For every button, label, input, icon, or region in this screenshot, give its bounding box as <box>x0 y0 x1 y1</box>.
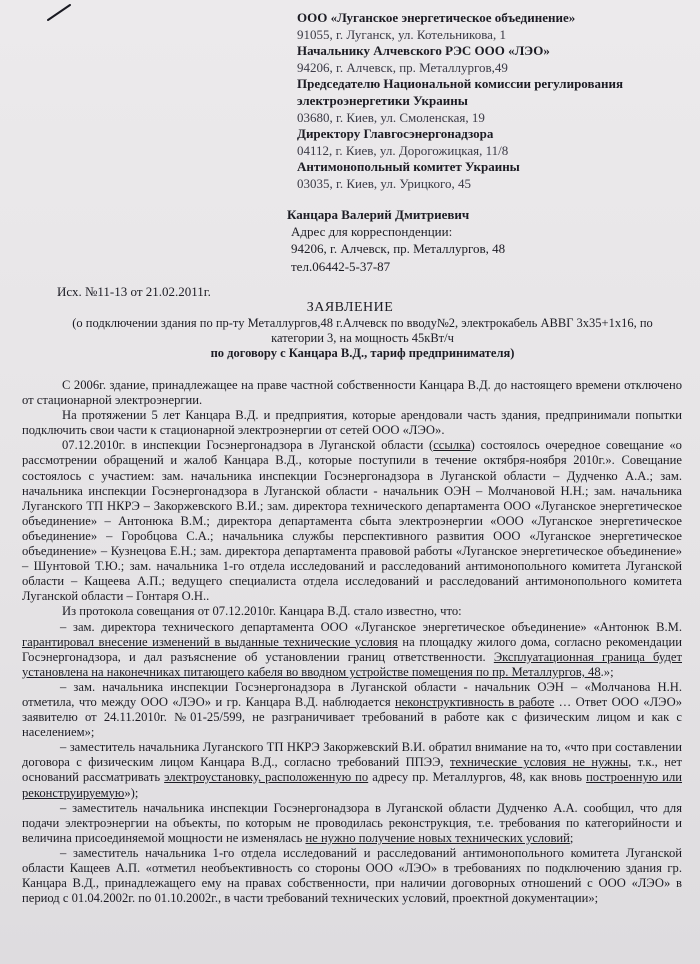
paragraph: С 2006г. здание, принадлежащее на праве частной собственности Канцара В.Д. до настоящего времени отключено от стационарной электроэнергии. <box>22 378 682 408</box>
subtitle-line-bold: по договору с Канцара В.Д., тариф предпринимателя) <box>210 346 515 360</box>
sender-name: Канцара Валерий Дмитриевич <box>287 207 470 222</box>
addressee-address: 91055, г. Луганск, ул. Котельникова, 1 <box>297 26 506 42</box>
list-item <box>22 740 682 800</box>
underlined-text: электроустановку, расположенную по <box>164 770 369 785</box>
link-reference[interactable]: ссылка <box>433 438 471 453</box>
underlined-text: Эксплуатационная граница будет установлена на наконечниках питающего кабеля во вводном устройстве помещения по пр. Металлургов, 48 <box>22 649 682 679</box>
addressee-address: 03680, г. Киев, ул. Смоленская, 19 <box>297 109 485 125</box>
underlined-text: построенную или реконструируемую <box>22 770 682 800</box>
addressee-name: Директору Главгосэнергонадзора <box>297 126 494 142</box>
underlined-text: технические условия не нужны <box>449 755 629 770</box>
sender-address-label: Адрес для корреспонденции: <box>291 224 453 240</box>
outgoing-reference: Исх. №11-13 от 21.02.2011г. <box>57 284 211 299</box>
text-run: адресу пр. Металлургов, 48, как вновь <box>368 770 587 785</box>
addressee-name: электроэнергетики Украины <box>297 92 468 108</box>
sender-address: 94206, г. Алчевск, пр. Металлургов, 48 <box>291 241 506 257</box>
paragraph: На протяжении 5 лет Канцара В.Д. и предприятия, которые арендовали часть здания, предпринимали попытки подключить свои части к стационарной электроэнергии от сетей ООО «ЛЭО». <box>22 408 682 438</box>
handwritten-stroke-mark <box>46 2 72 22</box>
text-run: – заместитель начальника инспекции Госэнергонадзора в Луганской области Дудченко А.А. сообщил, что для подачи электроэнергии на объекты, по которым не проводилась реконструкция, т.е. требования по категорийности и величина присоединяемой мощности не изменялась <box>22 800 682 845</box>
addressee-address: 03035, г. Киев, ул. Урицкого, 45 <box>297 175 471 191</box>
document-subtitle <box>40 316 685 361</box>
text-run: »); <box>124 785 139 800</box>
list-item <box>22 801 682 846</box>
underlined-text: не нужно получение новых технических условий <box>305 830 570 845</box>
addressee-block <box>297 10 697 193</box>
paragraph: Из протокола совещания от 07.12.2010г. Канцара В.Д. стало известно, что: <box>62 604 462 619</box>
underlined-text: гарантировал внесение изменений в выданные технические условия <box>22 634 398 649</box>
addressee-name: Антимонопольный комитет Украины <box>297 159 520 175</box>
addressee-address: 04112, г. Киев, ул. Дорогожицкая, 11/8 <box>297 142 509 158</box>
list-item <box>22 680 682 740</box>
document-body <box>22 378 682 906</box>
subtitle-line: категории 3, на мощность 45кВт/ч <box>271 331 454 345</box>
addressee-name: Председателю Национальной комиссии регулирования <box>297 76 624 92</box>
text-run: на площадку жилого дома, согласно рекомендации Госэнергонадзора, и дал разъяснение об установлении границ ответственности. <box>22 634 682 664</box>
list-item: – заместитель начальника 1-го отдела исследований и расследований антимонопольного комитета Луганской области Кащеев А.П. «отметил необъективность со стороны ООО «ЛЭО» в требованиях по подключению здания гр. Канцара В.Д., принадлежащего ему на правах собственности, при наличии договорных отношений с ООО «ЛЭО» в период с 01.04.2002г. по 01.10.2002г., в части требований технических условий, проектной документации»; <box>22 845 682 906</box>
list-item <box>22 620 682 680</box>
addressee-name: Начальнику Алчевского РЭС ООО «ЛЭО» <box>297 43 550 59</box>
text-run: ) состоялось очередное совещание «о рассмотрении обращений и жалоб Канцара В.Д., которые поступили в течение октября-ноября 2010г.». Совещание состоялось с участием: зам. начальника инспекции Госэнергонадзора в Луганской области – Дудченко А.А.; зам. начальника инспекции Госэнергонадзора в Луганской области - начальник ОЭН – Молчановой Н.Н.; зам. начальника Луганского ТП НКРЭ – Закоржевского В.И.; зам. директора технического департамента ООО «Луганское энергетическое объединение» – Антонюка В.М.; директора департамента сбыта электроэнергии «ООО «Луганское энергетическое объединение» – Горобцова С.А.; начальника службы перспективного развития ООО «Луганское энергетическое объединение» – Кузнецова Е.Н.; зам. директора департамента правовой работы «Луганское энергетическое объединение» – Шунтовой Т.Ю.; зам. начальника 1-го отдела исследований и расследований антимонопольного комитета Луганской области – Кащеева А.П.; ведущего специалиста отдела исследований и расследований антимонопольного комитета Луганской области – Гонтаря О.Н.. <box>22 438 682 604</box>
sender-phone: тел.06442-5-37-87 <box>291 258 391 274</box>
sender-block <box>287 206 687 275</box>
text-run: , т.к., нет оснований рассматривать <box>22 755 682 785</box>
text-run: – зам. директора технического департамента ООО «Луганское энергетическое объединение» «Антонюк В.М. <box>60 619 682 634</box>
text-run: – заместитель начальника Луганского ТП НКРЭ Закоржевский В.И. обратил внимание на то, «что при составлении договора с физическим лицом Канцара В.Д., согласно требований ППЭЭ, <box>22 740 682 770</box>
text-run: ; <box>569 830 574 845</box>
text-run: … Ответ ООО «ЛЭО» заявителю от 24.11.2010г. №01-25/599, не разграничивает требований в работе как с физическим лицом и как с населением»; <box>22 694 682 740</box>
addressee-name: ООО «Луганское энергетическое объединение» <box>297 10 576 25</box>
addressee-address: 94206, г. Алчевск, пр. Металлургов,49 <box>297 59 508 75</box>
paragraph <box>22 438 682 604</box>
text-run: 07.12.2010г. в инспекции Госэнергонадзора в Луганской области ( <box>62 438 434 453</box>
subtitle-line: (о подключении здания по пр-ту Металлургов,48 г.Алчевск по вводу№2, электрокабель АВВГ 3х35+1х16, по <box>72 316 653 330</box>
text-run: .»; <box>600 664 614 679</box>
text-run: – зам. начальника инспекции Госэнергонадзора в Луганской области - начальник ОЭН – «Молчанова Н.Н. отметила, что между ООО «ЛЭО» и гр. Канцара В.Д. наблюдается <box>22 679 682 709</box>
document-title: ЗАЯВЛЕНИЕ <box>306 300 394 315</box>
underlined-text: неконструктивность в работе <box>395 694 555 709</box>
